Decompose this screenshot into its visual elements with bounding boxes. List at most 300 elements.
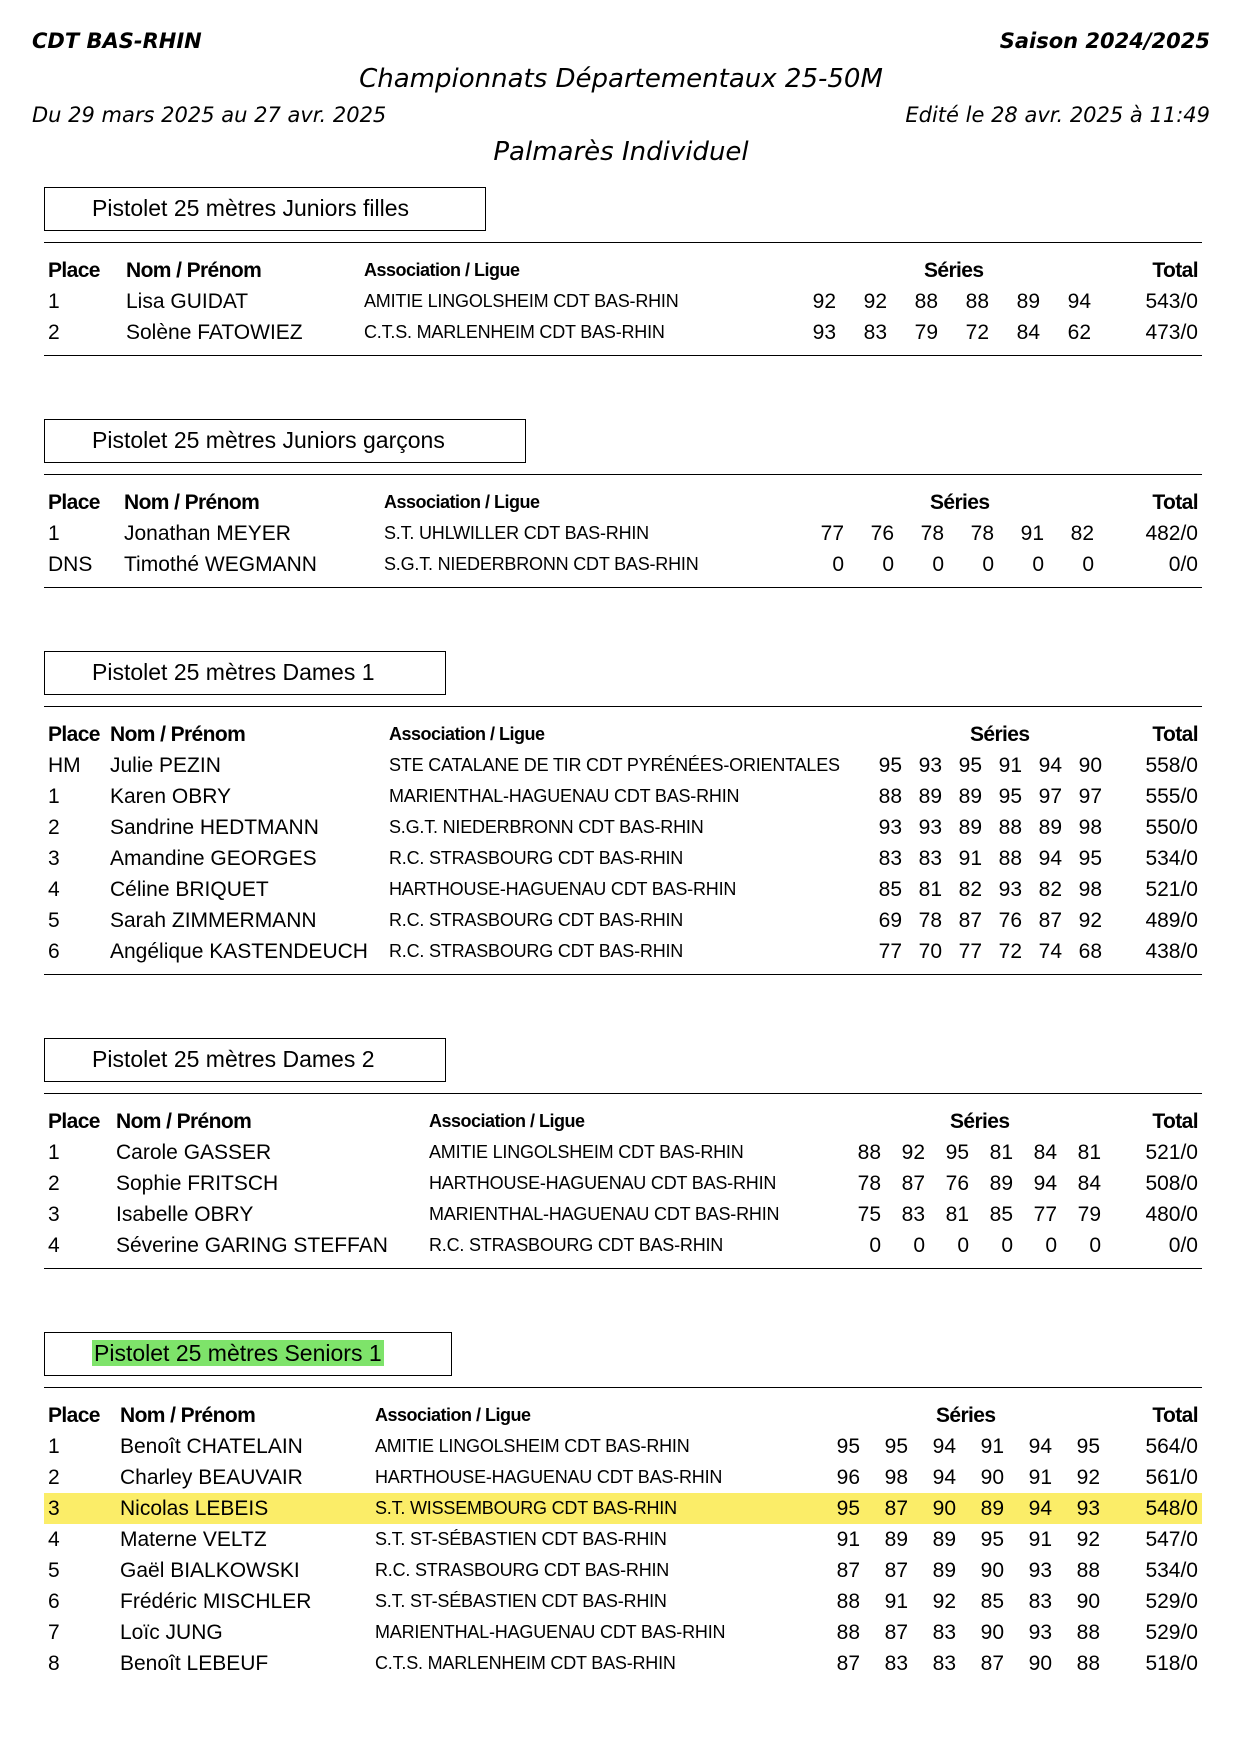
column-headers (44, 719, 1202, 750)
place: 1 (48, 1141, 60, 1164)
series-score: 89 (1038, 816, 1062, 839)
series-score: 0 (869, 1234, 881, 1257)
table-row (44, 750, 1202, 781)
table-row (44, 549, 1202, 580)
series-score: 93 (878, 816, 902, 839)
association: STE CATALANE DE TIR CDT PYRÉNÉES-ORIENTALES (389, 755, 840, 775)
athlete-name: Isabelle OBRY (116, 1203, 254, 1226)
table-row (44, 317, 1202, 348)
col-name: Nom / Prénom (116, 1110, 252, 1133)
series-score: 89 (884, 1528, 908, 1551)
series-score: 95 (998, 785, 1022, 808)
series-score: 78 (918, 909, 942, 932)
series-score: 95 (836, 1435, 860, 1458)
association: S.T. UHLWILLER CDT BAS-RHIN (384, 523, 649, 543)
series-score: 98 (1078, 878, 1102, 901)
col-name: Nom / Prénom (126, 259, 262, 282)
athlete-name: Lisa GUIDAT (126, 290, 249, 313)
col-name: Nom / Prénom (120, 1404, 256, 1427)
series-score: 83 (918, 847, 942, 870)
total-score: 564/0 (1145, 1435, 1198, 1458)
col-place: Place (48, 259, 100, 282)
total-score: 555/0 (1145, 785, 1198, 808)
series-score: 84 (1033, 1141, 1057, 1164)
series-score: 95 (836, 1497, 860, 1520)
series-score: 88 (1076, 1559, 1100, 1582)
association: AMITIE LINGOLSHEIM CDT BAS-RHIN (364, 291, 679, 311)
series-score: 83 (1028, 1590, 1052, 1613)
series-score: 76 (870, 522, 894, 545)
series-score: 77 (1033, 1203, 1057, 1226)
total-score: 558/0 (1145, 754, 1198, 777)
series-score: 88 (1076, 1621, 1100, 1644)
page-subtitle: Palmarès Individuel (493, 137, 749, 167)
series-score: 0 (957, 1234, 969, 1257)
total-score: 550/0 (1145, 816, 1198, 839)
series-score: 0 (882, 553, 894, 576)
series-score: 92 (901, 1141, 925, 1164)
series-score: 87 (958, 909, 982, 932)
series-score: 93 (1076, 1497, 1100, 1520)
table-row (44, 1199, 1202, 1230)
table-row (44, 1524, 1202, 1555)
column-headers (44, 255, 1202, 286)
association: AMITIE LINGOLSHEIM CDT BAS-RHIN (375, 1436, 690, 1456)
association: MARIENTHAL-HAGUENAU CDT BAS-RHIN (375, 1622, 726, 1642)
series-score: 96 (836, 1466, 860, 1489)
series-score: 88 (878, 785, 902, 808)
col-association: Association / Ligue (375, 1405, 531, 1425)
athlete-name: Julie PEZIN (110, 754, 221, 777)
col-association: Association / Ligue (429, 1111, 585, 1131)
series-score: 91 (980, 1435, 1004, 1458)
table-row (44, 1431, 1202, 1462)
series-score: 83 (901, 1203, 925, 1226)
series-score: 90 (980, 1559, 1004, 1582)
series-score: 89 (980, 1497, 1004, 1520)
place: 1 (48, 785, 60, 808)
col-total: Total (1152, 723, 1198, 746)
section-title: Pistolet 25 mètres Juniors garçons (44, 419, 526, 463)
series-score: 0 (1082, 553, 1094, 576)
col-total: Total (1152, 1110, 1198, 1133)
series-score: 77 (878, 940, 902, 963)
place: 3 (48, 1497, 60, 1520)
table-row (44, 936, 1202, 967)
series-score: 94 (1028, 1435, 1052, 1458)
place: 4 (48, 1234, 60, 1257)
series-score: 95 (1078, 847, 1102, 870)
divider (44, 974, 1202, 975)
col-association: Association / Ligue (364, 260, 520, 280)
association: AMITIE LINGOLSHEIM CDT BAS-RHIN (429, 1142, 744, 1162)
series-score: 68 (1078, 940, 1102, 963)
series-score: 90 (980, 1466, 1004, 1489)
place: 5 (48, 1559, 60, 1582)
athlete-name: Benoît LEBEUF (120, 1652, 269, 1675)
edited-timestamp: Edité le 28 avr. 2025 à 11:49 (905, 103, 1210, 127)
athlete-name: Séverine GARING STEFFAN (116, 1234, 388, 1257)
series-score: 89 (989, 1172, 1013, 1195)
series-score: 85 (980, 1590, 1004, 1613)
series-score: 72 (965, 321, 989, 344)
series-score: 0 (982, 553, 994, 576)
col-place: Place (48, 1404, 100, 1427)
place: DNS (48, 553, 93, 576)
series-score: 74 (1038, 940, 1062, 963)
series-score: 83 (878, 847, 902, 870)
series-score: 90 (1028, 1652, 1052, 1675)
series-score: 81 (945, 1203, 969, 1226)
series-score: 78 (970, 522, 994, 545)
place: 3 (48, 1203, 60, 1226)
association: R.C. STRASBOURG CDT BAS-RHIN (389, 910, 684, 930)
series-score: 79 (914, 321, 938, 344)
series-score: 90 (1078, 754, 1102, 777)
ranking-section (44, 419, 1202, 589)
table-row (44, 286, 1202, 317)
total-score: 547/0 (1145, 1528, 1198, 1551)
series-score: 62 (1067, 321, 1091, 344)
series-score: 91 (884, 1590, 908, 1613)
divider (44, 706, 1202, 707)
ranking-section (44, 651, 1202, 976)
series-score: 76 (998, 909, 1022, 932)
series-score: 93 (998, 878, 1022, 901)
col-association: Association / Ligue (384, 492, 540, 512)
series-score: 91 (836, 1528, 860, 1551)
series-score: 87 (980, 1652, 1004, 1675)
series-score: 90 (932, 1497, 956, 1520)
place: 8 (48, 1652, 60, 1675)
series-score: 89 (932, 1528, 956, 1551)
series-score: 84 (1077, 1172, 1101, 1195)
championship-title: Championnats Départementaux 25-50M (359, 64, 883, 94)
total-score: 489/0 (1145, 909, 1198, 932)
total-score: 529/0 (1145, 1621, 1198, 1644)
total-score: 543/0 (1145, 290, 1198, 313)
series-score: 85 (989, 1203, 1013, 1226)
athlete-name: Frédéric MISCHLER (120, 1590, 312, 1613)
series-score: 91 (998, 754, 1022, 777)
table-row (44, 874, 1202, 905)
col-total: Total (1152, 491, 1198, 514)
total-score: 521/0 (1145, 1141, 1198, 1164)
series-score: 0 (932, 553, 944, 576)
section-title: Pistolet 25 mètres Seniors 1 (44, 1332, 452, 1376)
place: 2 (48, 321, 60, 344)
table-row (44, 781, 1202, 812)
athlete-name: Loïc JUNG (120, 1621, 223, 1644)
athlete-name: Timothé WEGMANN (124, 553, 317, 576)
table-row (44, 1137, 1202, 1168)
series-score: 88 (836, 1621, 860, 1644)
table-row (44, 905, 1202, 936)
association: R.C. STRASBOURG CDT BAS-RHIN (429, 1235, 724, 1255)
series-score: 87 (884, 1621, 908, 1644)
divider (44, 474, 1202, 475)
series-score: 76 (945, 1172, 969, 1195)
column-headers (44, 487, 1202, 518)
series-score: 81 (989, 1141, 1013, 1164)
table-row (44, 518, 1202, 549)
divider (44, 355, 1202, 356)
series-score: 94 (932, 1466, 956, 1489)
association: HARTHOUSE-HAGUENAU CDT BAS-RHIN (429, 1173, 777, 1193)
series-score: 92 (1076, 1466, 1100, 1489)
series-score: 95 (884, 1435, 908, 1458)
table-row (44, 1168, 1202, 1199)
total-score: 480/0 (1145, 1203, 1198, 1226)
total-score: 518/0 (1145, 1652, 1198, 1675)
col-series: Séries (936, 1404, 996, 1427)
association: C.T.S. MARLENHEIM CDT BAS-RHIN (375, 1653, 676, 1673)
series-score: 88 (965, 290, 989, 313)
section-title: Pistolet 25 mètres Dames 1 (44, 651, 446, 695)
association: R.C. STRASBOURG CDT BAS-RHIN (375, 1560, 670, 1580)
season-label: Saison 2024/2025 (999, 29, 1210, 53)
ranking-section (44, 187, 1202, 357)
total-score: 534/0 (1145, 847, 1198, 870)
total-score: 521/0 (1145, 878, 1198, 901)
series-score: 87 (884, 1559, 908, 1582)
series-score: 87 (836, 1652, 860, 1675)
series-score: 87 (884, 1497, 908, 1520)
series-score: 92 (932, 1590, 956, 1613)
col-name: Nom / Prénom (124, 491, 260, 514)
series-score: 90 (980, 1621, 1004, 1644)
series-score: 78 (920, 522, 944, 545)
association: HARTHOUSE-HAGUENAU CDT BAS-RHIN (375, 1467, 723, 1487)
association: MARIENTHAL-HAGUENAU CDT BAS-RHIN (429, 1204, 780, 1224)
series-score: 87 (836, 1559, 860, 1582)
association: S.T. ST-SÉBASTIEN CDT BAS-RHIN (375, 1529, 667, 1549)
series-score: 0 (1045, 1234, 1057, 1257)
series-score: 0 (1032, 553, 1044, 576)
series-score: 70 (918, 940, 942, 963)
place: 2 (48, 1466, 60, 1489)
series-score: 92 (1076, 1528, 1100, 1551)
association: R.C. STRASBOURG CDT BAS-RHIN (389, 941, 684, 961)
athlete-name: Materne VELTZ (120, 1528, 267, 1551)
column-headers (44, 1400, 1202, 1431)
series-score: 85 (878, 878, 902, 901)
series-score: 91 (1028, 1466, 1052, 1489)
total-score: 438/0 (1145, 940, 1198, 963)
series-score: 95 (980, 1528, 1004, 1551)
association: HARTHOUSE-HAGUENAU CDT BAS-RHIN (389, 879, 737, 899)
series-score: 88 (998, 847, 1022, 870)
total-score: 482/0 (1145, 522, 1198, 545)
athlete-name: Nicolas LEBEIS (120, 1497, 269, 1520)
col-series: Séries (930, 491, 990, 514)
series-score: 94 (1028, 1497, 1052, 1520)
series-score: 0 (832, 553, 844, 576)
series-score: 87 (901, 1172, 925, 1195)
series-score: 88 (836, 1590, 860, 1613)
place: 1 (48, 1435, 60, 1458)
series-score: 0 (1089, 1234, 1101, 1257)
series-score: 93 (812, 321, 836, 344)
series-score: 88 (857, 1141, 881, 1164)
athlete-name: Sandrine HEDTMANN (110, 816, 319, 839)
col-name: Nom / Prénom (110, 723, 246, 746)
col-place: Place (48, 491, 100, 514)
series-score: 83 (884, 1652, 908, 1675)
total-score: 548/0 (1145, 1497, 1198, 1520)
total-score: 508/0 (1145, 1172, 1198, 1195)
series-score: 83 (863, 321, 887, 344)
series-score: 81 (918, 878, 942, 901)
place: 6 (48, 940, 60, 963)
ranking-section (44, 1332, 1202, 1690)
table-row (44, 1617, 1202, 1648)
athlete-name: Céline BRIQUET (110, 878, 269, 901)
series-score: 94 (932, 1435, 956, 1458)
total-score: 534/0 (1145, 1559, 1198, 1582)
series-score: 91 (958, 847, 982, 870)
ranking-section (44, 1038, 1202, 1270)
divider (44, 587, 1202, 588)
col-total: Total (1152, 259, 1198, 282)
athlete-name: Sarah ZIMMERMANN (110, 909, 317, 932)
column-headers (44, 1106, 1202, 1137)
series-score: 92 (812, 290, 836, 313)
place: 2 (48, 1172, 60, 1195)
series-score: 95 (878, 754, 902, 777)
divider (44, 1093, 1202, 1094)
section-title: Pistolet 25 mètres Dames 2 (44, 1038, 446, 1082)
series-score: 83 (932, 1621, 956, 1644)
section-title: Pistolet 25 mètres Juniors filles (44, 187, 486, 231)
series-score: 95 (1076, 1435, 1100, 1458)
series-score: 82 (1070, 522, 1094, 545)
total-score: 473/0 (1145, 321, 1198, 344)
col-place: Place (48, 1110, 100, 1133)
place: 4 (48, 878, 60, 901)
series-score: 72 (998, 940, 1022, 963)
place: 4 (48, 1528, 60, 1551)
divider (44, 1268, 1202, 1269)
series-score: 77 (958, 940, 982, 963)
col-series: Séries (924, 259, 984, 282)
series-score: 89 (932, 1559, 956, 1582)
series-score: 94 (1038, 847, 1062, 870)
athlete-name: Benoît CHATELAIN (120, 1435, 303, 1458)
series-score: 91 (1020, 522, 1044, 545)
athlete-name: Gaël BIALKOWSKI (120, 1559, 300, 1582)
col-series: Séries (970, 723, 1030, 746)
table-row (44, 1586, 1202, 1617)
series-score: 69 (878, 909, 902, 932)
series-score: 92 (863, 290, 887, 313)
series-score: 79 (1077, 1203, 1101, 1226)
col-place: Place (48, 723, 100, 746)
series-score: 93 (918, 754, 942, 777)
series-score: 94 (1038, 754, 1062, 777)
table-row (44, 812, 1202, 843)
total-score: 561/0 (1145, 1466, 1198, 1489)
association: R.C. STRASBOURG CDT BAS-RHIN (389, 848, 684, 868)
place: 3 (48, 847, 60, 870)
association: S.G.T. NIEDERBRONN CDT BAS-RHIN (384, 554, 699, 574)
table-row (44, 1462, 1202, 1493)
series-score: 92 (1078, 909, 1102, 932)
series-score: 75 (857, 1203, 881, 1226)
series-score: 83 (932, 1652, 956, 1675)
series-score: 95 (945, 1141, 969, 1164)
table-row (44, 843, 1202, 874)
series-score: 0 (1001, 1234, 1013, 1257)
series-score: 94 (1067, 290, 1091, 313)
divider (44, 242, 1202, 243)
series-score: 77 (820, 522, 844, 545)
series-score: 88 (914, 290, 938, 313)
series-score: 97 (1078, 785, 1102, 808)
series-score: 87 (1038, 909, 1062, 932)
table-row (44, 1230, 1202, 1261)
col-total: Total (1152, 1404, 1198, 1427)
athlete-name: Solène FATOWIEZ (126, 321, 303, 344)
athlete-name: Sophie FRITSCH (116, 1172, 279, 1195)
organization-name: CDT BAS-RHIN (32, 29, 202, 53)
association: S.T. WISSEMBOURG CDT BAS-RHIN (375, 1498, 677, 1518)
association: S.T. ST-SÉBASTIEN CDT BAS-RHIN (375, 1591, 667, 1611)
series-score: 88 (1076, 1652, 1100, 1675)
series-score: 95 (958, 754, 982, 777)
total-score: 0/0 (1168, 553, 1198, 576)
series-score: 82 (1038, 878, 1062, 901)
place: 5 (48, 909, 60, 932)
series-score: 89 (958, 785, 982, 808)
athlete-name: Karen OBRY (110, 785, 232, 808)
series-score: 89 (918, 785, 942, 808)
association: C.T.S. MARLENHEIM CDT BAS-RHIN (364, 322, 665, 342)
col-series: Séries (950, 1110, 1010, 1133)
table-row (44, 1648, 1202, 1679)
athlete-name: Carole GASSER (116, 1141, 272, 1164)
series-score: 89 (1016, 290, 1040, 313)
table-row (44, 1555, 1202, 1586)
place: 2 (48, 816, 60, 839)
place: 1 (48, 290, 60, 313)
series-score: 82 (958, 878, 982, 901)
association: S.G.T. NIEDERBRONN CDT BAS-RHIN (389, 817, 704, 837)
place: 1 (48, 522, 60, 545)
series-score: 98 (884, 1466, 908, 1489)
series-score: 94 (1033, 1172, 1057, 1195)
series-score: 98 (1078, 816, 1102, 839)
place: 6 (48, 1590, 60, 1613)
athlete-name: Amandine GEORGES (110, 847, 317, 870)
series-score: 93 (1028, 1559, 1052, 1582)
series-score: 90 (1076, 1590, 1100, 1613)
series-score: 78 (857, 1172, 881, 1195)
athlete-name: Angélique KASTENDEUCH (110, 940, 368, 963)
date-range: Du 29 mars 2025 au 27 avr. 2025 (32, 103, 387, 127)
series-score: 89 (958, 816, 982, 839)
series-score: 0 (913, 1234, 925, 1257)
place: HM (48, 754, 81, 777)
series-score: 81 (1077, 1141, 1101, 1164)
athlete-name: Jonathan MEYER (124, 522, 291, 545)
association: MARIENTHAL-HAGUENAU CDT BAS-RHIN (389, 786, 740, 806)
series-score: 93 (1028, 1621, 1052, 1644)
col-association: Association / Ligue (389, 724, 545, 744)
series-score: 91 (1028, 1528, 1052, 1551)
place: 7 (48, 1621, 60, 1644)
athlete-name: Charley BEAUVAIR (120, 1466, 303, 1489)
